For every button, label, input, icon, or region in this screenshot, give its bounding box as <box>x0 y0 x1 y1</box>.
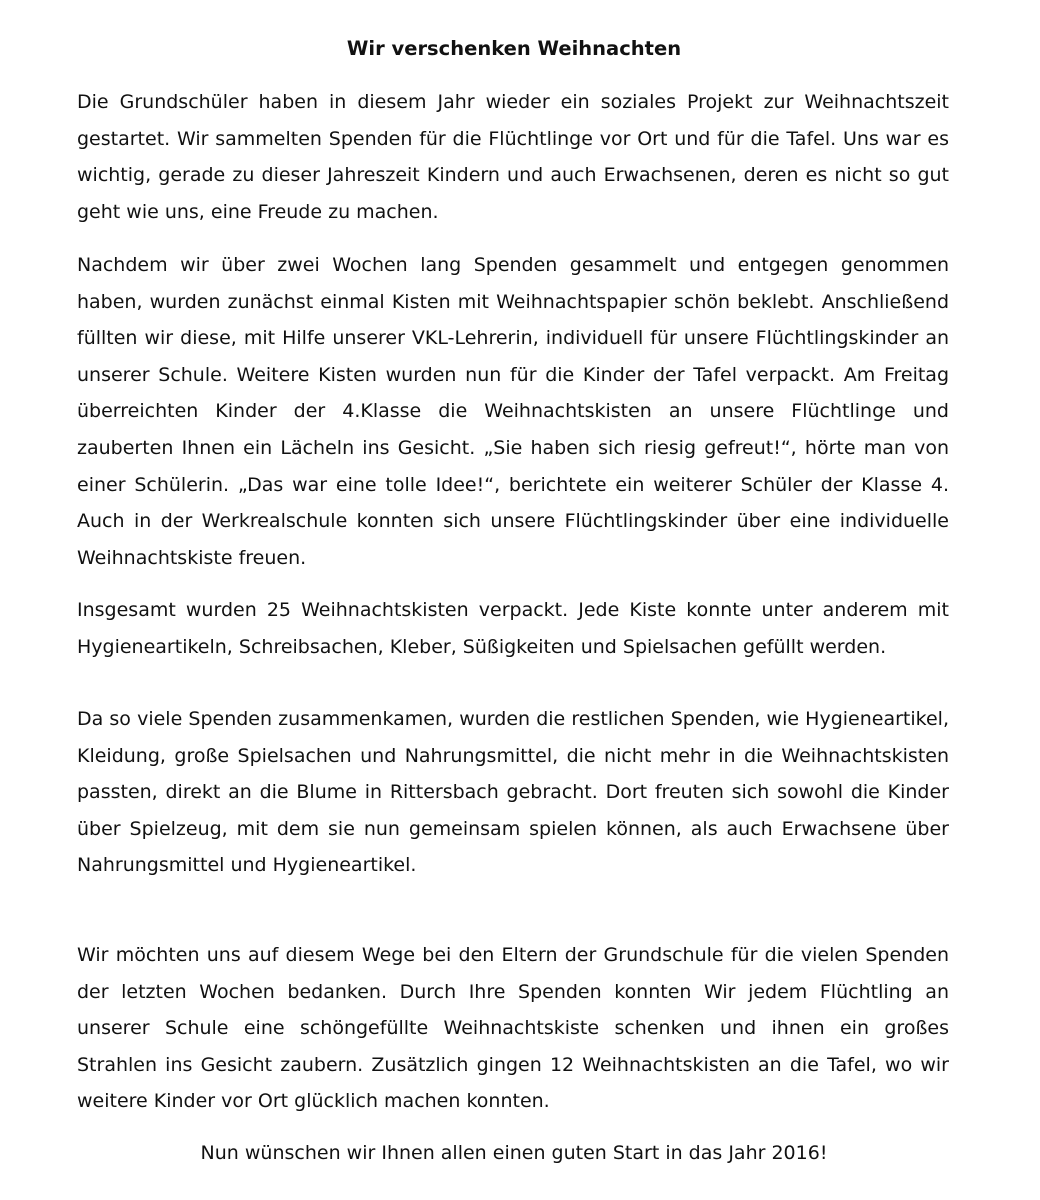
paragraph-thanks: Wir möchten uns auf diesem Wege bei den Eltern der Grundschule für die vielen Spenden der letzten Wochen bedanken. Durch Ihre Spenden konnten Wir jedem Flüchtling an unserer Schule eine schöngefüllte Weihnachtskiste schenken und ihnen ein großes Strahlen ins Gesicht zaubern. Zusätzlich gingen 12 Weihnachtskisten an die Tafel, wo wir weitere Kinder vor Ort glücklich machen konnten. <box>77 944 949 1113</box>
paragraph-intro: Die Grundschüler haben in diesem Jahr wieder ein soziales Projekt zur Weihnachtszeit gestartet. Wir sammelten Spenden für die Flüchtlinge vor Ort und für die Tafel. Uns war es wichtig, gerade zu dieser Jahreszeit Kindern und auch Erwachsenen, deren es nicht so gut geht wie uns, eine Freude zu machen. <box>77 91 949 223</box>
paragraph-summary: Insgesamt wurden 25 Weihnachtskisten verpackt. Jede Kiste konnte unter anderem mit Hygieneartikeln, Schreibsachen, Kleber, Süßigkeiten und Spielsachen gefüllt werden. <box>77 599 949 658</box>
paragraph-project: Nachdem wir über zwei Wochen lang Spenden gesammelt und entgegen genommen haben, wurden zunächst einmal Kisten mit Weihnachtspapier schön beklebt. Anschließend füllten wir diese, mit Hilfe unserer VKL-Lehrerin, individuell für unsere Flüchtlingskinder an unserer Schule. Weitere Kisten wurden nun für die Kinder der Tafel verpackt. Am Freitag überreichten Kinder der 4.Klasse die Weihnachtskisten an unsere Flüchtlinge und zauberten Ihnen ein Lächeln ins Gesicht. „Sie haben sich riesig gefreut!“, hörte man von einer Schülerin. „Das war eine tolle Idee!“, berichtete ein weiterer Schüler der Klasse 4. Auch in der Werkrealschule konnten sich unsere Flüchtlingskinder über eine individuelle Weihnachtskiste freuen. <box>77 254 949 569</box>
paragraph-donations: Da so viele Spenden zusammenkamen, wurden die restlichen Spenden, wie Hygieneartikel, Kleidung, große Spielsachen und Nahrungsmittel, die nicht mehr in die Weihnachtskisten passten, direkt an die Blume in Rittersbach gebracht. Dort freuten sich sowohl die Kinder über Spielzeug, mit dem sie nun gemeinsam spielen können, als auch Erwachsene über Nahrungsmittel und Hygieneartikel. <box>77 708 949 877</box>
document-title: Wir verschenken Weihnachten <box>346 37 682 60</box>
closing-line: Nun wünschen wir Ihnen allen einen guten Start in das Jahr 2016! <box>200 1142 828 1164</box>
